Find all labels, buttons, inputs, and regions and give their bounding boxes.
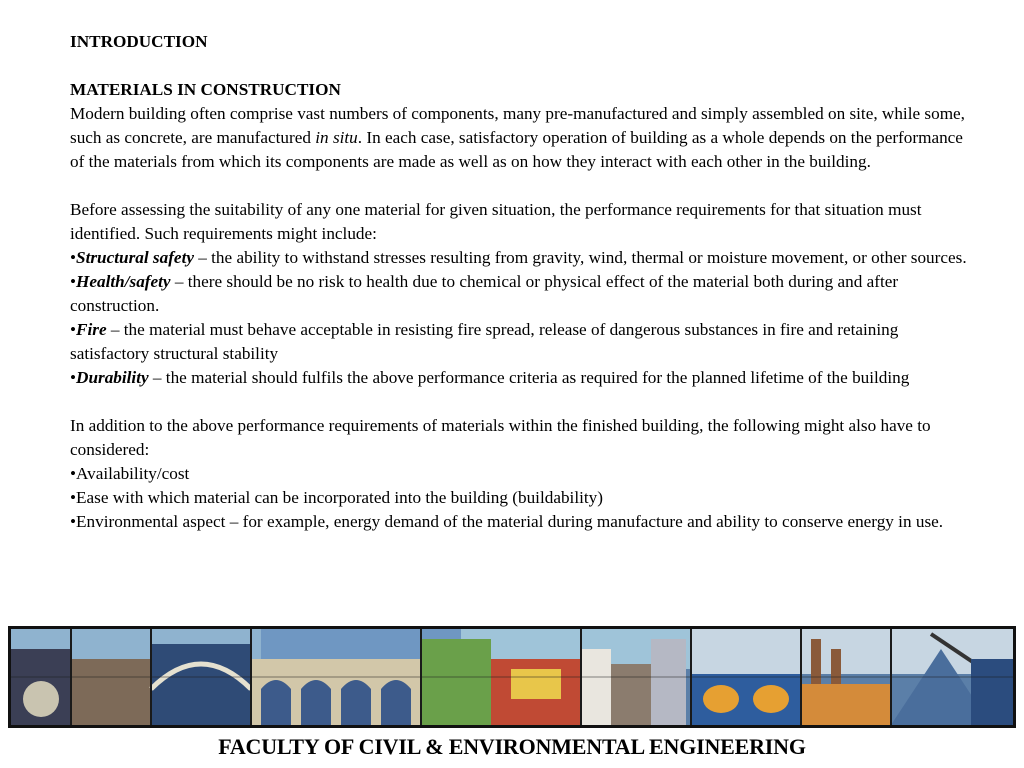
subtitle: MATERIALS IN CONSTRUCTION	[70, 80, 341, 99]
section-title: INTRODUCTION	[70, 32, 208, 51]
considerations-intro: In addition to the above performance requirements of materials within the finished building, the following might also have to considered:	[70, 416, 931, 459]
bullet: •	[70, 488, 77, 507]
in-situ-term: in situ	[315, 128, 358, 147]
requirements-intro: Before assessing the suitability of any one material for given situation, the performance requirements for that situation must identified. Such requirements might include:	[70, 200, 922, 243]
bullet: •	[70, 464, 77, 483]
faculty-footer: FACULTY OF CIVIL & ENVIRONMENTAL ENGINEERING	[218, 734, 806, 759]
requirement-text: – the material should fulfils the above performance criteria as required for the planned lifetime of the building	[148, 368, 910, 387]
requirement-item	[70, 366, 975, 390]
consideration-item	[70, 462, 975, 486]
intro-paragraph	[70, 102, 975, 174]
spacer	[70, 390, 975, 414]
bullet: •	[70, 320, 77, 339]
intro-text-part2: . In each case, satisfactory operation of building as a whole depends on the performance of the materials from which its components are made as well as on how they interact with each other in the building.	[70, 128, 963, 171]
consideration-text: Availability/cost	[76, 464, 190, 483]
intro-text-part1: Modern building often comprise vast numbers of components, many pre-manufactured and simply assembled on site, while some, such as concrete, are manufactured	[70, 104, 965, 147]
spacer	[70, 174, 975, 198]
requirement-text: – there should be no risk to health due to chemical or physical effect of the material both during and after construction.	[70, 272, 899, 315]
consideration-item	[70, 510, 975, 534]
requirement-term: Structural safety	[76, 248, 194, 267]
requirement-item	[70, 270, 975, 318]
consideration-text: Ease with which material can be incorporated into the building (buildability)	[76, 488, 603, 507]
consideration-text: Environmental aspect – for example, energy demand of the material during manufacture and ability to conserve energy in use.	[76, 512, 944, 531]
requirement-item	[70, 246, 975, 270]
requirement-term: Durability	[76, 368, 149, 387]
stained-glass-mural-image	[8, 626, 1016, 728]
requirement-term: Health/safety	[76, 272, 171, 291]
requirement-item	[70, 318, 975, 366]
slide-content	[70, 30, 975, 534]
bullet: •	[70, 512, 77, 531]
bullet: •	[70, 368, 77, 387]
requirement-text: – the ability to withstand stresses resulting from gravity, wind, thermal or moisture movement, or other sources.	[193, 248, 967, 267]
bullet: •	[70, 272, 77, 291]
consideration-item	[70, 486, 975, 510]
mural-artwork	[11, 629, 1013, 725]
requirement-term: Fire	[76, 320, 107, 339]
spacer	[70, 54, 975, 78]
bullet: •	[70, 248, 77, 267]
requirement-text: – the material must behave acceptable in resisting fire spread, release of dangerous substances in fire and retaining satisfactory structural stability	[70, 320, 899, 363]
